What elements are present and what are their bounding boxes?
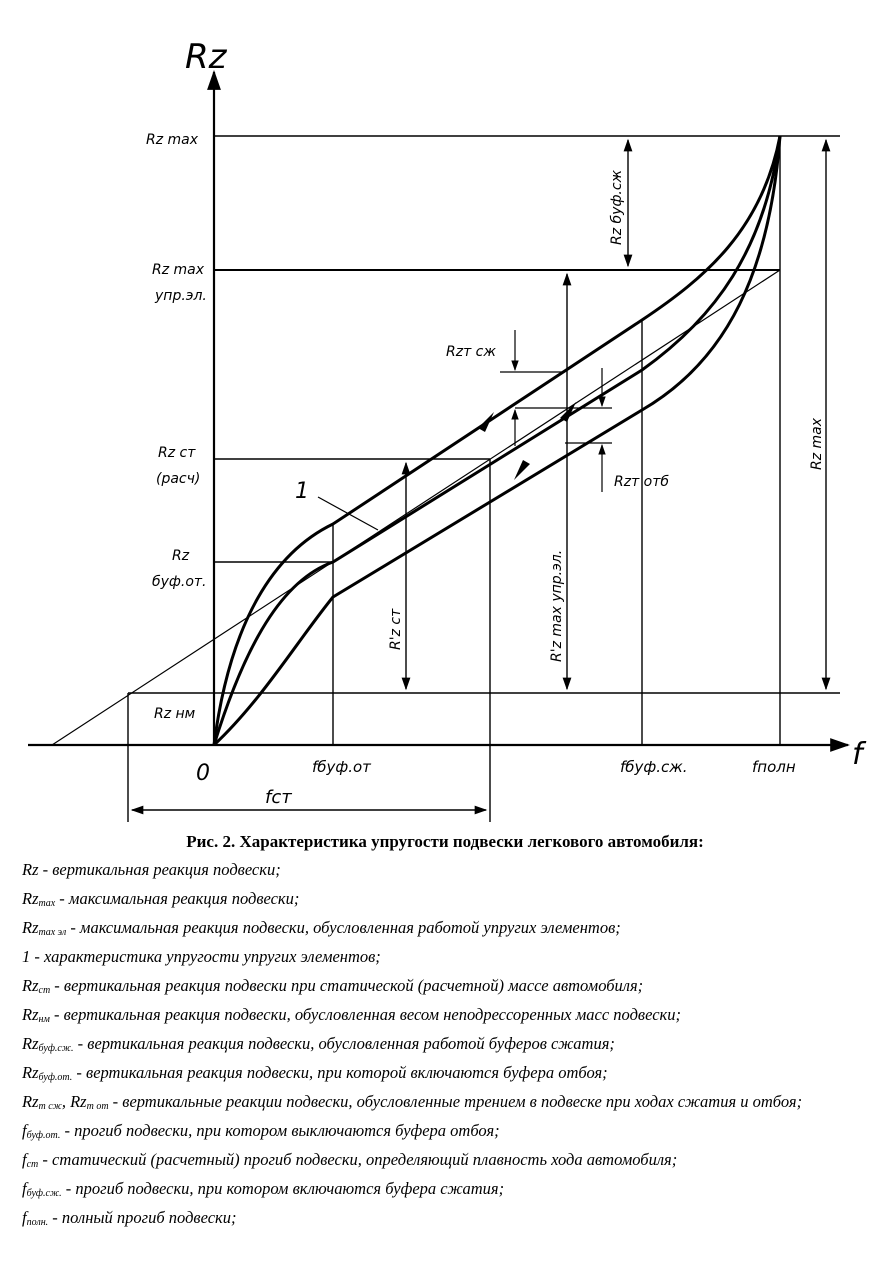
legend-item: 1 - характеристика упругости упругих элементов; xyxy=(22,947,381,966)
label-rz-buf-szh-dim: Rz буф.сж xyxy=(609,169,625,245)
legend-item: $f_{буф.от.}$ - прогиб подвески, при котором выключаются буфера отбоя; xyxy=(22,1121,500,1141)
elastic-line xyxy=(52,270,780,745)
label-rz-max-dim: Rz max xyxy=(809,417,825,470)
legend-item: $Rz_{нм}$ - вертикальная реакция подвески, обусловленная весом неподрессоренных масс подвески; xyxy=(22,1005,681,1025)
label-rz-st-1: Rz ст xyxy=(158,445,196,461)
label-rz-max-upr-1: Rz max xyxy=(152,262,205,278)
origin-label: 0 xyxy=(196,761,210,786)
curve-arrow-up xyxy=(478,412,494,432)
label-rzt-otb: Rzт отб xyxy=(614,474,670,490)
legend-item: $f_{буф.сж.}$ - прогиб подвески, при котором включаются буфера сжатия; xyxy=(22,1179,505,1199)
label-rz-nm: Rz нм xyxy=(154,706,196,722)
label-rz-st-2: (расч) xyxy=(156,471,201,487)
axis-x-label: f xyxy=(852,737,863,772)
label-f-buf-szh: fбуф.сж. xyxy=(620,758,688,776)
curve-rebound xyxy=(214,136,780,745)
legend-item: $Rz_{буф.от.}$ - вертикальная реакция подвески, при которой включаются буфера отбоя; xyxy=(22,1063,608,1083)
legend-item: $Rz_{max эл}$ - максимальная реакция подвески, обусловленная работой упругих элементов; xyxy=(22,918,621,938)
label-rzt-szh: Rzт сж xyxy=(446,344,496,360)
label-curve-1: 1 xyxy=(295,479,309,504)
legend-item: $f_{полн.}$ - полный прогиб подвески; xyxy=(22,1208,237,1228)
legend-item: $f_{ст}$ - статический (расчетный) прогиб подвески, определяющий плавность хода автомобиля; xyxy=(22,1150,678,1170)
curve-arrow-down xyxy=(514,460,530,480)
legend-item: $Rz_{буф.сж.}$ - вертикальная реакция подвески, обусловленная работой буферов сжатия; xyxy=(22,1034,615,1054)
label-rz-buf-1: Rz xyxy=(172,548,190,564)
legend-list xyxy=(22,858,872,1235)
axis-y-label: Rz xyxy=(185,37,227,77)
legend-item: $Rz_{max}$ - максимальная реакция подвески; xyxy=(22,889,300,909)
legend-item: $Rz_{ст}$ - вертикальная реакция подвески при статической (расчетной) массе автомобиля; xyxy=(22,976,644,996)
label-f-buf-ot: fбуф.от xyxy=(312,758,371,776)
label-rz-st-dim: R'z ст xyxy=(388,608,404,650)
curve-compression xyxy=(214,136,780,745)
curve-elastic xyxy=(214,136,780,745)
label-rz-max-upr-dim: R'z max упр.эл. xyxy=(549,549,565,662)
label-rz-max-upr-2: упр.эл. xyxy=(155,288,207,304)
label-rz-buf-2: буф.от. xyxy=(152,574,207,590)
legend-item: $Rz_{т сж}$, $Rz_{т от}$ - вертикальные реакции подвески, обусловленные трением в подвеске при ходах сжатия и отбоя; xyxy=(22,1092,803,1112)
label-f-st: fст xyxy=(265,787,292,808)
legend-item: Rz - вертикальная реакция подвески; xyxy=(22,860,281,879)
label-f-poln: fполн xyxy=(752,758,796,776)
figure-caption: Рис. 2. Характеристика упругости подвески легкового автомобиля: xyxy=(186,832,704,851)
label-rz-max: Rz max xyxy=(146,132,199,148)
